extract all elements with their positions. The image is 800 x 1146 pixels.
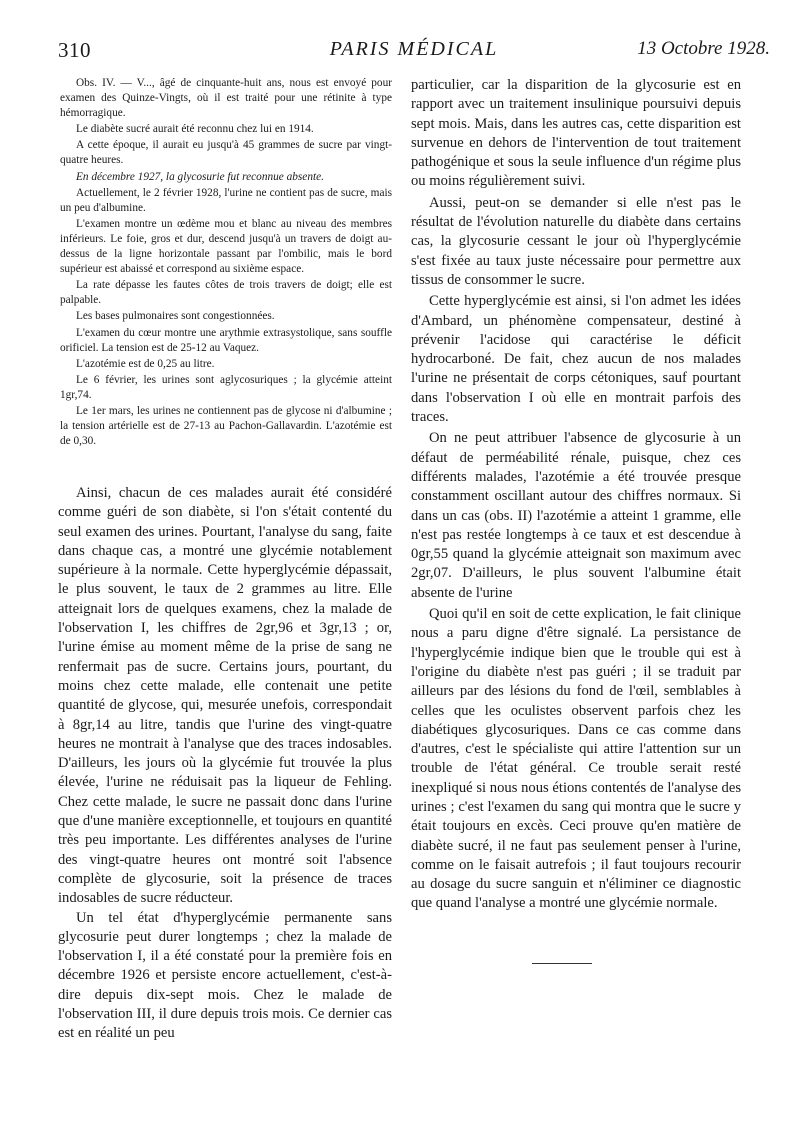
observation-paragraph: A cette époque, il aurait eu jusqu'à 45 grammes de sucre par vingt-quatre heures. [60,139,392,167]
observation-paragraph: L'azotémie est de 0,25 au litre. [76,357,215,370]
observation-paragraph: La rate dépasse les fautes côtes de trois travers de doigt; elle est palpable. [60,279,392,307]
observation-paragraph: Actuellement, le 2 février 1928, l'urine ne contient pas de sucre, mais un peu d'albumine. [60,186,392,214]
body-paragraph: Cette hyperglycémie est ainsi, si l'on admet les idées d'Ambard, un phénomène compensateur, destiné à prévenir l'acidose qui caractérise le déficit hydrocarboné. De fait, chez aucun de nos malades l'urine ne présentait de corps cétoniques, sauf pourtant dans l'observation I où elle en montrait parfois des traces. [411,293,741,426]
end-rule [532,963,592,964]
body-paragraph: Ainsi, chacun de ces malades aurait été considéré comme guéri de son diabète, si l'on s'était contenté du seul examen des urines. Pourtant, l'analyse du sang, faite dans chaque cas, a montré une glycémie notablement supérieure à la normale. Cette hyperglycémie dépassait, le plus souvent, le taux de 2 grammes au litre. Elle atteignait lors de quelques examens, chez la malade de l'observation I, les chiffres de 2gr,96 et 3gr,13 ; or, l'urine émise au moment même de la prise de sang ne renfermait pas de sucre. Certains jours, pourtant, du moins chez cette malade, elle contenait une petite quantité de glycose, qui, mesurée unefois, correspondait à 8gr,14 au litre, tandis que l'urine des vingt-quatre heures ne montrait à l'analyse que des traces indosables. D'ailleurs, les jours où la glycémie fut trouvée la plus élevée, l'urine ne réduisait pas la liqueur de Fehling. Chez cette malade, le sucre ne passait donc dans l'urine que d'une manière exceptionnelle, et toujours en quantité très peu importante. Les différentes analyses de l'urine des vingt-quatre heures ont montré soit l'absence complète de glycosurie, soit la présence de traces indosables de sucre réducteur. [58,485,392,907]
body-paragraph: Quoi qu'il en soit de cette explication, le fait clinique nous a paru digne d'être signalé. La persistance de l'hyperglycémie indique bien que le trouble qui est à l'origine du diabète n'est pas guéri ; il se traduit par ailleurs par des lésions du fond de l'œil, semblables à celles que les oculistes observent parfois chez les diabétiques glycosuriques. Dans ce cas comme dans d'autres, c'est le spécialiste qui attire l'attention sur un trouble de l'état général. Ce trouble serait resté inexpliqué si nous nous étions contentés de l'analyse des urines ; c'est l'examen du sang qui montra que le sucre y était toujours en excès. Ceci prouve qu'en matière de diabète sucré, il ne faut pas seulement penser à l'urine, comme on le faisait autrefois ; il faut toujours recourir au dosage du sucre sanguin et n'éliminer ce diagnostic que quand l'analyse a montré une glycémie normale. [411,606,741,912]
observation-paragraph: Le 1er mars, les urines ne contiennent pas de glycose ni d'albumine ; la tension artérielle est de 27-13 au Pachon-Gallavardin. L'azotémie est de 0,30. [60,404,392,448]
observation-block [60,76,392,450]
body-column-left [58,484,392,1044]
observation-paragraph: En décembre 1927, la glycosurie fut reconnue absente. [76,170,324,183]
body-column-right [411,76,741,914]
body-paragraph: On ne peut attribuer l'absence de glycosurie à un défaut de perméabilité rénale, puisque, chez ces différents malades, l'azotémie a été trouvée presque constamment oscillant autour des chiffres normaux. Si dans un cas (obs. II) l'azotémie a atteint 1 gramme, elle n'est pas restée longtemps à ce taux et est descendue à 0gr,55 quand la glycémie atteignait son maximum avec 2gr,07. D'ailleurs, le plus souvent l'albumine était absente de l'urine [411,430,741,601]
observation-paragraph: Les bases pulmonaires sont congestionnées. [76,310,275,323]
observation-paragraph: L'examen montre un œdème mou et blanc au niveau des membres inférieurs. Le foie, gros et dur, descend jusqu'à un travers de doigt au-dessus de la ligne horizontale passant par l'ombilic, mais le bord supérieur est abaissé et correspond au sixième espace. [60,217,392,276]
issue-date: 13 Octobre 1928. [637,38,770,59]
observation-paragraph: Le 6 février, les urines sont aglycosuriques ; la glycémie atteint 1gr,74. [60,373,392,401]
page-header [58,38,770,68]
observation-paragraph: Le diabète sucré aurait été reconnu chez lui en 1914. [76,123,314,136]
body-paragraph: Un tel état d'hyperglycémie permanente sans glycosurie peut durer longtemps ; chez la malade de l'observation I, il a été constaté pour la première fois en décembre 1926 et persiste encore actuellement, c'est-à-dire depuis dix-sept mois. Chez le malade de l'observation III, il dure depuis trois mois. Ce dernier cas est en réalité un peu [58,909,392,1042]
observation-paragraph: L'examen du cœur montre une arythmie extrasystolique, sans souffle orificiel. La tension est de 25-12 au Vaquez. [60,326,392,354]
journal-title: PARIS MÉDICAL [329,38,499,60]
body-paragraph: particulier, car la disparition de la glycosurie est en rapport avec un traitement insulinique poursuivi depuis sept mois. Mais, dans les autres cas, cette disparition est survenue en dehors de l'intervention de tout traitement pathogénique et sous la seule influence d'un régime plus ou moins régulièrement suivi. [411,77,741,190]
observation-paragraph: Obs. IV. — V..., âgé de cinquante-huit ans, nous est envoyé pour examen des Quinze-Vingts, où il est traité pour une rétinite à type hémorragique. [60,77,392,120]
page-number: 310 [58,38,91,62]
body-paragraph: Aussi, peut-on se demander si elle n'est pas le résultat de l'évolution naturelle du diabète dans certains cas, la glycosurie cessant le jour où l'hyperglycémie s'est fixée au taux juste nécessaire pour permettre aux tissus de consommer le sucre. [411,194,741,288]
